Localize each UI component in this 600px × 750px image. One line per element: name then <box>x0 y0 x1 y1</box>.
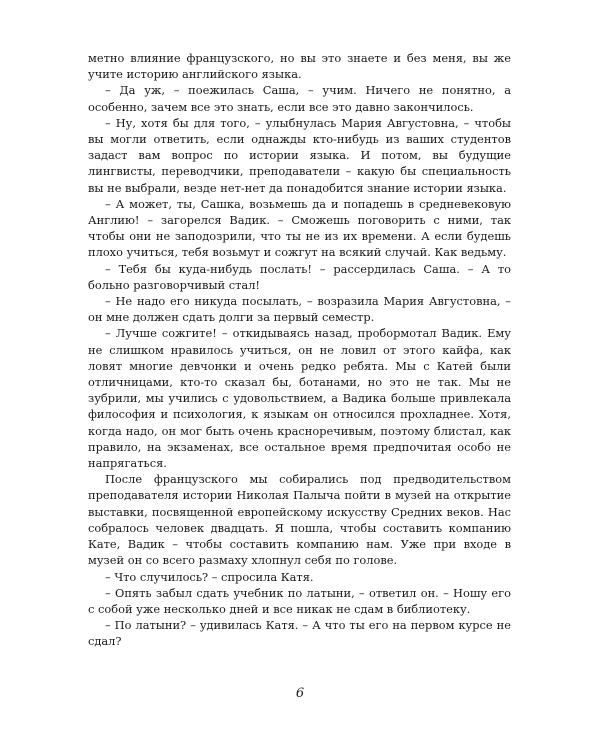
paragraph: – Не надо его никуда посылать, – возразила Мария Августовна, – он мне должен сдать долги за первый семестр. <box>88 294 511 325</box>
paragraph: – По латыни? – удивилась Катя. – А что ты его на первом курсе не сдал? <box>88 618 511 649</box>
page-number: 6 <box>295 686 305 701</box>
paragraph: – Что случилось? – спросила Катя. <box>105 569 314 584</box>
paragraph: – Да уж, – поежилась Саша, – учим. Ничего не понятно, а особенно, зачем все это знать, если все это давно закончилось. <box>88 83 511 114</box>
paragraph: – Лучше сожгите! – откидываясь назад, пробормотал Вадик. Ему не слишком нравилось учиться, он не ловил от этого кайфа, как ловят многие девчонки и очень редко ребята. Мы с Катей были отличницами, кто-то сказал бы, ботанами, но это не так. Мы не зубрили, мы учились с удовольствием, а Вадика больше привлекала философия и психология, к языкам он относился прохладнее. Хотя, когда надо, он мог быть очень красноречивым, поэтому блистал, как правило, на экзаменах, все остальное время предпочитая особо не напрягаться. <box>88 326 511 471</box>
paragraph: После французского мы собирались под предводительством преподавателя истории Николая Палыча пойти в музей на открытие выставки, посвященной европейскому искусству Средних веков. Нас собралось человек двадцать. Я пошла, чтобы составить компанию Кате, Вадик – чтобы составить компанию нам. Уже при входе в музей он со всего размаху хлопнул себя по голове. <box>88 472 511 568</box>
paragraph: метно влияние французского, но вы это знаете и без меня, вы же учите историю английского языка. <box>88 51 511 82</box>
paragraph: – А может, ты, Сашка, возьмешь да и попадешь в средневековую Англию! – загорелся Вадик. – Сможешь поговорить с ними, так чтобы они не заподозрили, что ты не из их времени. А если будешь плохо учиться, тебя возьмут и сожгут на всякий случай. Как ведьму. <box>88 196 511 260</box>
paragraph: – Ну, хотя бы для того, – улыбнулась Мария Августовна, – чтобы вы могли ответить, если однажды кто-нибудь из ваших студентов задаст вам вопрос по истории языка. И потом, вы будущие лингвисты, переводчики, преподаватели – какую бы специальность вы не выбрали, везде нет-нет да понадобится знание истории языка. <box>88 115 511 195</box>
page-body <box>88 50 511 650</box>
paragraph: – Опять забыл сдать учебник по латыни, – ответил он. – Ношу его с собой уже несколько дней и все никак не сдам в библиотеку. <box>88 585 511 616</box>
paragraph: – Тебя бы куда-нибудь послать! – рассердилась Саша. – А то больно разговорчивый стал! <box>88 261 511 292</box>
